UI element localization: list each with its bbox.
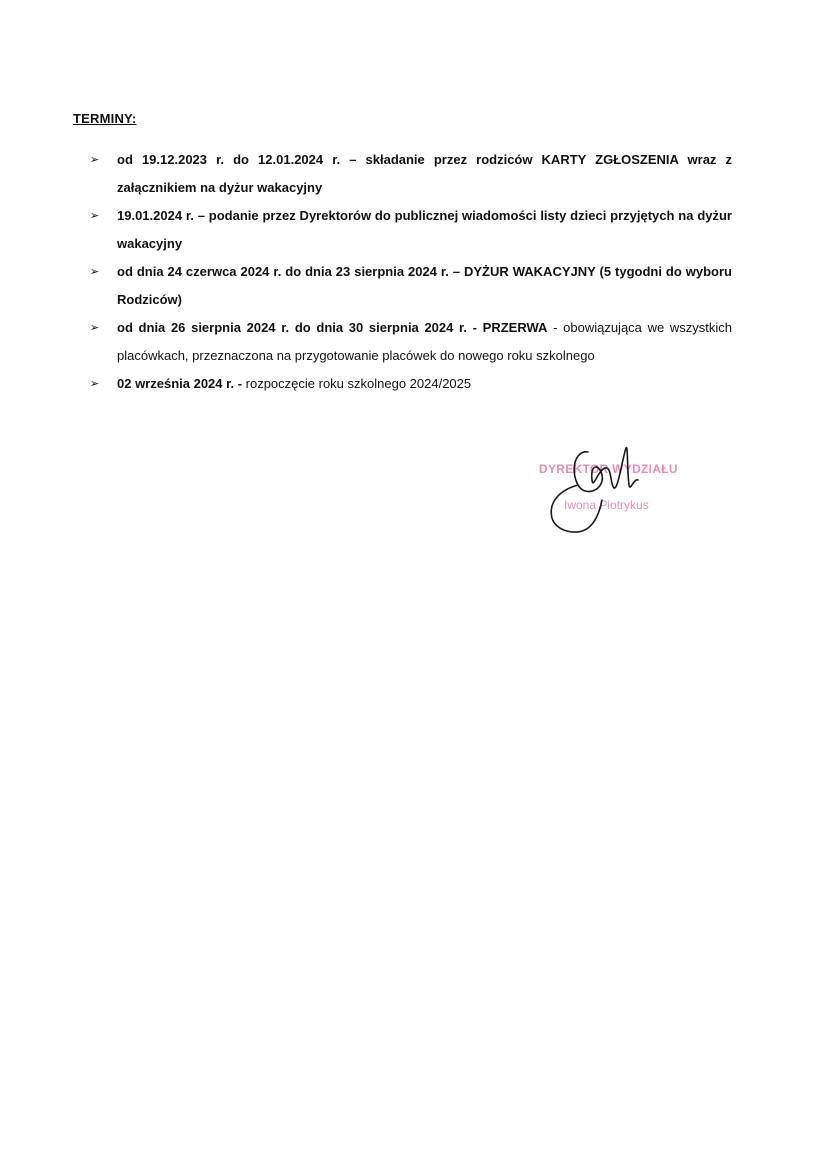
term-bold-text: 19.01.2024 r. – podanie przez Dyrektorów do publicznej wiadomości listy dzieci przyjętych na dyżur wakacyjny <box>117 208 732 251</box>
arrowhead-bullet-icon: ➢ <box>90 154 100 166</box>
arrowhead-bullet-icon: ➢ <box>90 266 100 278</box>
term-text: - obowiązująca we wszystkich placówkach, przeznaczona na przygotowanie placówek do nowego roku szkolnego <box>117 320 732 363</box>
term-item <box>90 370 732 398</box>
term-item <box>90 146 732 202</box>
arrowhead-bullet-icon: ➢ <box>90 210 100 222</box>
term-text: rozpoczęcie roku szkolnego 2024/2025 <box>242 376 472 391</box>
term-bold-text: od 19.12.2023 r. do 12.01.2024 r. – składanie przez rodziców KARTY ZGŁOSZENIA wraz z załącznikiem na dyżur wakacyjny <box>117 152 732 195</box>
term-bold-text: 02 września 2024 r. - <box>117 376 243 391</box>
arrowhead-bullet-icon: ➢ <box>90 378 100 390</box>
term-item <box>90 258 732 314</box>
section-heading: TERMINY: <box>73 111 137 126</box>
terms-list <box>90 146 732 398</box>
stamp-name: Iwona Piotrykus <box>564 498 649 512</box>
term-item <box>90 202 732 258</box>
term-bold-text: od dnia 26 sierpnia 2024 r. do dnia 30 sierpnia 2024 r. - PRZERWA <box>117 320 548 335</box>
term-bold-text: od dnia 24 czerwca 2024 r. do dnia 23 sierpnia 2024 r. – DYŻUR WAKACYJNY (5 tygodni do wyboru Rodziców) <box>117 264 732 307</box>
term-item <box>90 314 732 370</box>
signature-icon <box>530 440 700 540</box>
official-stamp <box>530 440 700 540</box>
arrowhead-bullet-icon: ➢ <box>90 322 100 334</box>
stamp-title: DYREKTOR WYDZIAŁU <box>539 462 678 476</box>
